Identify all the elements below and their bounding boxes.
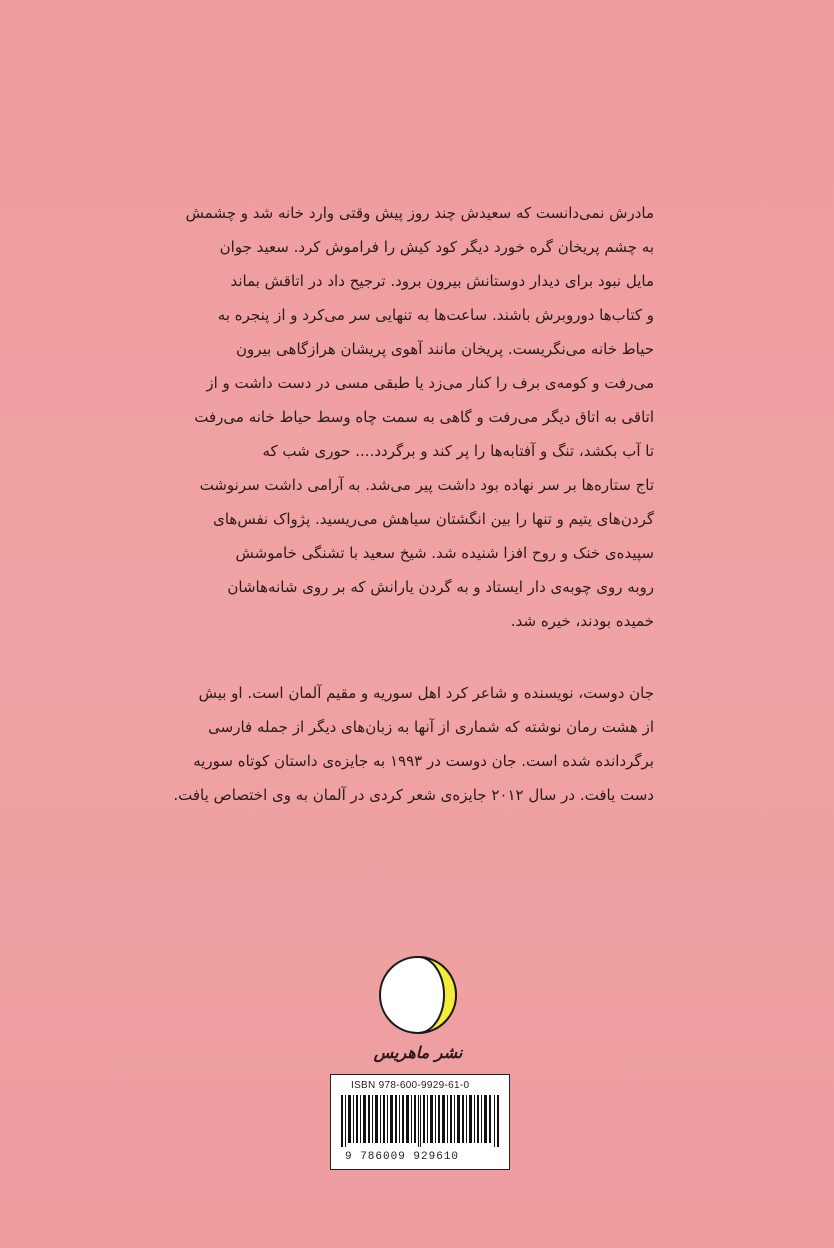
author-bio-line: برگردانده شده است. جان دوست در ۱۹۹۳ به جایزه‌ی داستان کوتاه سوریه xyxy=(193,752,654,770)
synopsis-line: خمیده بودند، خیره شد. xyxy=(510,612,654,630)
isbn-label: ISBN 978-600-9929-61-0 xyxy=(351,1080,470,1091)
synopsis-line: و کتاب‌ها دوروبرش باشند. ساعت‌ها به تنهایی سر می‌کرد و از پنجره به xyxy=(217,306,654,324)
crescent-moon-icon xyxy=(378,950,458,1040)
barcode xyxy=(330,1074,510,1170)
synopsis-line: روبه روی چوبه‌ی دار ایستاد و به گردن یارانش که بر روی شانه‌هاشان xyxy=(227,578,654,596)
synopsis-line: مادرش نمی‌دانست که سعیدش چند روز پیش وقتی وارد خانه شد و چشمش xyxy=(185,204,654,222)
author-bio-line: از هشت رمان نوشته که شماری از آنها به زبان‌های دیگر از جمله فارسی xyxy=(208,718,654,736)
barcode-digits: 9 786009 929610 xyxy=(345,1151,460,1163)
synopsis-line: تاج ستاره‌ها بر سر نهاده بود داشت پیر می‌شد. به آرامی داشت سرنوشت xyxy=(199,476,654,494)
synopsis-line: اتاقی به اتاق دیگر می‌رفت و گاهی به سمت چاه وسط حیاط خانه می‌رفت xyxy=(194,408,654,426)
synopsis-line: تا آب بکشد، تنگ و آفتابه‌ها را پر کند و برگردد.... حوری شب که xyxy=(262,442,654,460)
synopsis-line: گردن‌های یتیم و تنها را بین انگشتان سیاهش می‌ریسید. پژواک نفس‌های xyxy=(213,510,654,528)
publisher-name: نشر ماهریس xyxy=(373,1043,463,1062)
synopsis-line: می‌رفت و کومه‌ی برف را کنار می‌زد یا طبقی مسی در دست داشت و از xyxy=(206,374,654,392)
synopsis-line: حیاط خانه می‌نگریست. پریخان مانند آهوی پریشان هرازگاهی بیرون xyxy=(236,340,654,358)
author-bio-line: جان دوست، نویسنده و شاعر کرد اهل سوریه و مقیم آلمان است. او بیش xyxy=(198,684,654,702)
author-bio-paragraph xyxy=(174,676,654,812)
synopsis-line: سپیده‌ی خنک و روح افزا شنیده شد. شیخ سعید با تشنگی خاموشش xyxy=(235,544,654,562)
synopsis-paragraph xyxy=(174,196,654,638)
synopsis-line: مایل نبود برای دیدار دوستانش بیرون برود. ترجیح داد در اتاقش بماند xyxy=(230,272,654,290)
synopsis-line: به چشم پریخان گره خورد دیگر کود کیش را فراموش کرد. سعید جوان xyxy=(219,238,654,256)
barcode-bars xyxy=(341,1095,499,1147)
author-bio-line: دست یافت. در سال ۲۰۱۲ جایزه‌ی شعر کردی در آلمان به وی اختصاص یافت. xyxy=(173,786,654,804)
